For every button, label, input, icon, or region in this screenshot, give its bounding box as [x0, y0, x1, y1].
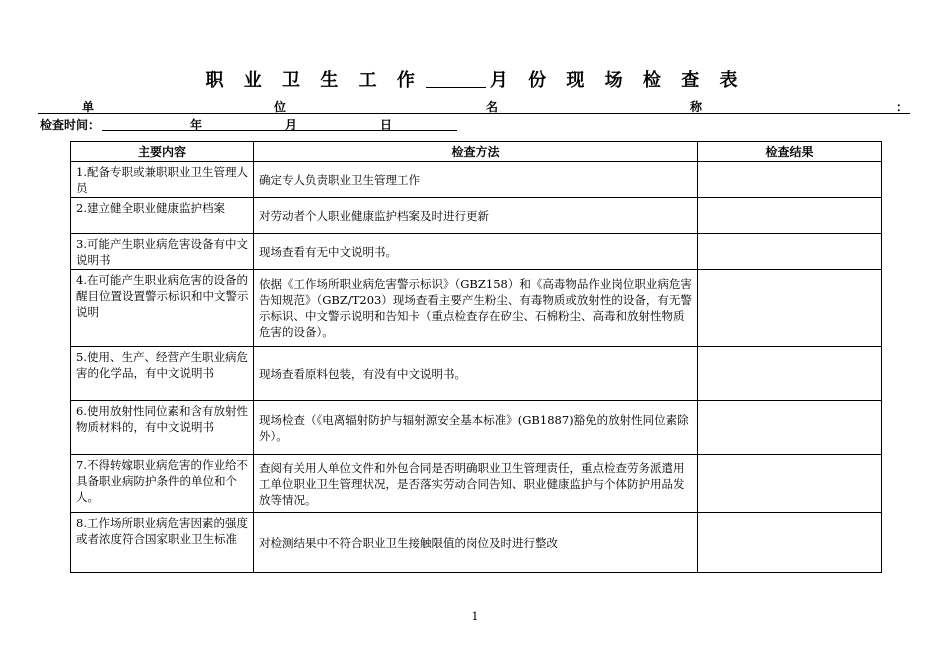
row-result-cell[interactable] — [698, 198, 882, 234]
table-row — [71, 270, 882, 347]
year-label: 年 — [190, 118, 203, 132]
page-number: 1 — [471, 610, 479, 623]
row-content: 3.可能产生职业病危害设备有中文说明书 — [71, 234, 254, 270]
table-row — [71, 401, 882, 455]
header-check-result: 检查结果 — [698, 142, 882, 162]
unit-name-line — [38, 98, 910, 114]
row-method: 对检测结果中不符合职业卫生接触限值的岗位及时进行整改 — [254, 513, 698, 573]
unit-char-1: 单 — [82, 100, 95, 114]
day-label: 日 — [380, 118, 393, 132]
time-underline — [102, 130, 457, 131]
unit-char-2: 位 — [274, 100, 287, 114]
table-header-row — [71, 142, 882, 162]
table-row — [71, 455, 882, 513]
row-content: 6.使用放射性同位素和含有放射性物质材料的，有中文说明书 — [71, 401, 254, 455]
row-method: 现场检查（《电离辐射防护与辐射源安全基本标准》(GB1887)豁免的放射性同位素除外）。 — [254, 401, 698, 455]
page-title — [0, 66, 950, 92]
table-row — [71, 198, 882, 234]
title-part1: 职 业 卫 生 工 作 — [205, 70, 422, 91]
row-content: 4.在可能产生职业病危害的设备的醒目位置设置警示标识和中文警示说明 — [71, 270, 254, 347]
header-check-method: 检查方法 — [254, 142, 698, 162]
row-result-cell[interactable] — [698, 401, 882, 455]
row-content: 2.建立健全职业健康监护档案 — [71, 198, 254, 234]
unit-char-3: 名 — [486, 100, 499, 114]
header-main-content: 主要内容 — [71, 142, 254, 162]
row-result-cell[interactable] — [698, 513, 882, 573]
row-result-cell[interactable] — [698, 455, 882, 513]
unit-char-4: 称 — [690, 100, 703, 114]
month-label: 月 — [285, 118, 298, 132]
row-content: 8.工作场所职业病危害因素的强度或者浓度符合国家职业卫生标准 — [71, 513, 254, 573]
row-method: 查阅有关用人单位文件和外包合同是否明确职业卫生管理责任，重点检查劳务派遣用工单位职业卫生管理状况，是否落实劳动合同告知、职业健康监护与个体防护用品发放等情况。 — [254, 455, 698, 513]
row-content: 5.使用、生产、经营产生职业病危害的化学品，有中文说明书 — [71, 347, 254, 401]
row-method: 确定专人负责职业卫生管理工作 — [254, 162, 698, 198]
row-result-cell[interactable] — [698, 270, 882, 347]
table-row — [71, 513, 882, 573]
month-blank-underline — [426, 71, 486, 88]
table-row — [71, 234, 882, 270]
row-result-cell[interactable] — [698, 162, 882, 198]
row-content: 1.配备专职或兼职职业卫生管理人员 — [71, 162, 254, 198]
row-result-cell[interactable] — [698, 234, 882, 270]
row-method: 依据《工作场所职业病危害警示标识》（GBZ158）和《高毒物品作业岗位职业病危害告知规范》（GBZ/T203）现场查看主要产生粉尘、有毒物质或放射性的设备，有无警示标识、中文警示说明和告知卡（重点检查存在矽尘、石棉粉尘、高毒和放射性物质危害的设备）。 — [254, 270, 698, 347]
inspection-table — [70, 141, 882, 573]
time-label: 检查时间： — [40, 118, 101, 132]
table-row — [71, 162, 882, 198]
row-method: 对劳动者个人职业健康监护档案及时进行更新 — [254, 198, 698, 234]
title-part2: 月 份 现 场 检 查 表 — [489, 70, 745, 91]
row-method: 现场查看原料包装，有没有中文说明书。 — [254, 347, 698, 401]
row-method: 现场查看有无中文说明书。 — [254, 234, 698, 270]
row-content: 7.不得转嫁职业病危害的作业给不具备职业病防护条件的单位和个人。 — [71, 455, 254, 513]
row-result-cell[interactable] — [698, 347, 882, 401]
unit-char-5: ： — [896, 100, 909, 114]
table-row — [71, 347, 882, 401]
